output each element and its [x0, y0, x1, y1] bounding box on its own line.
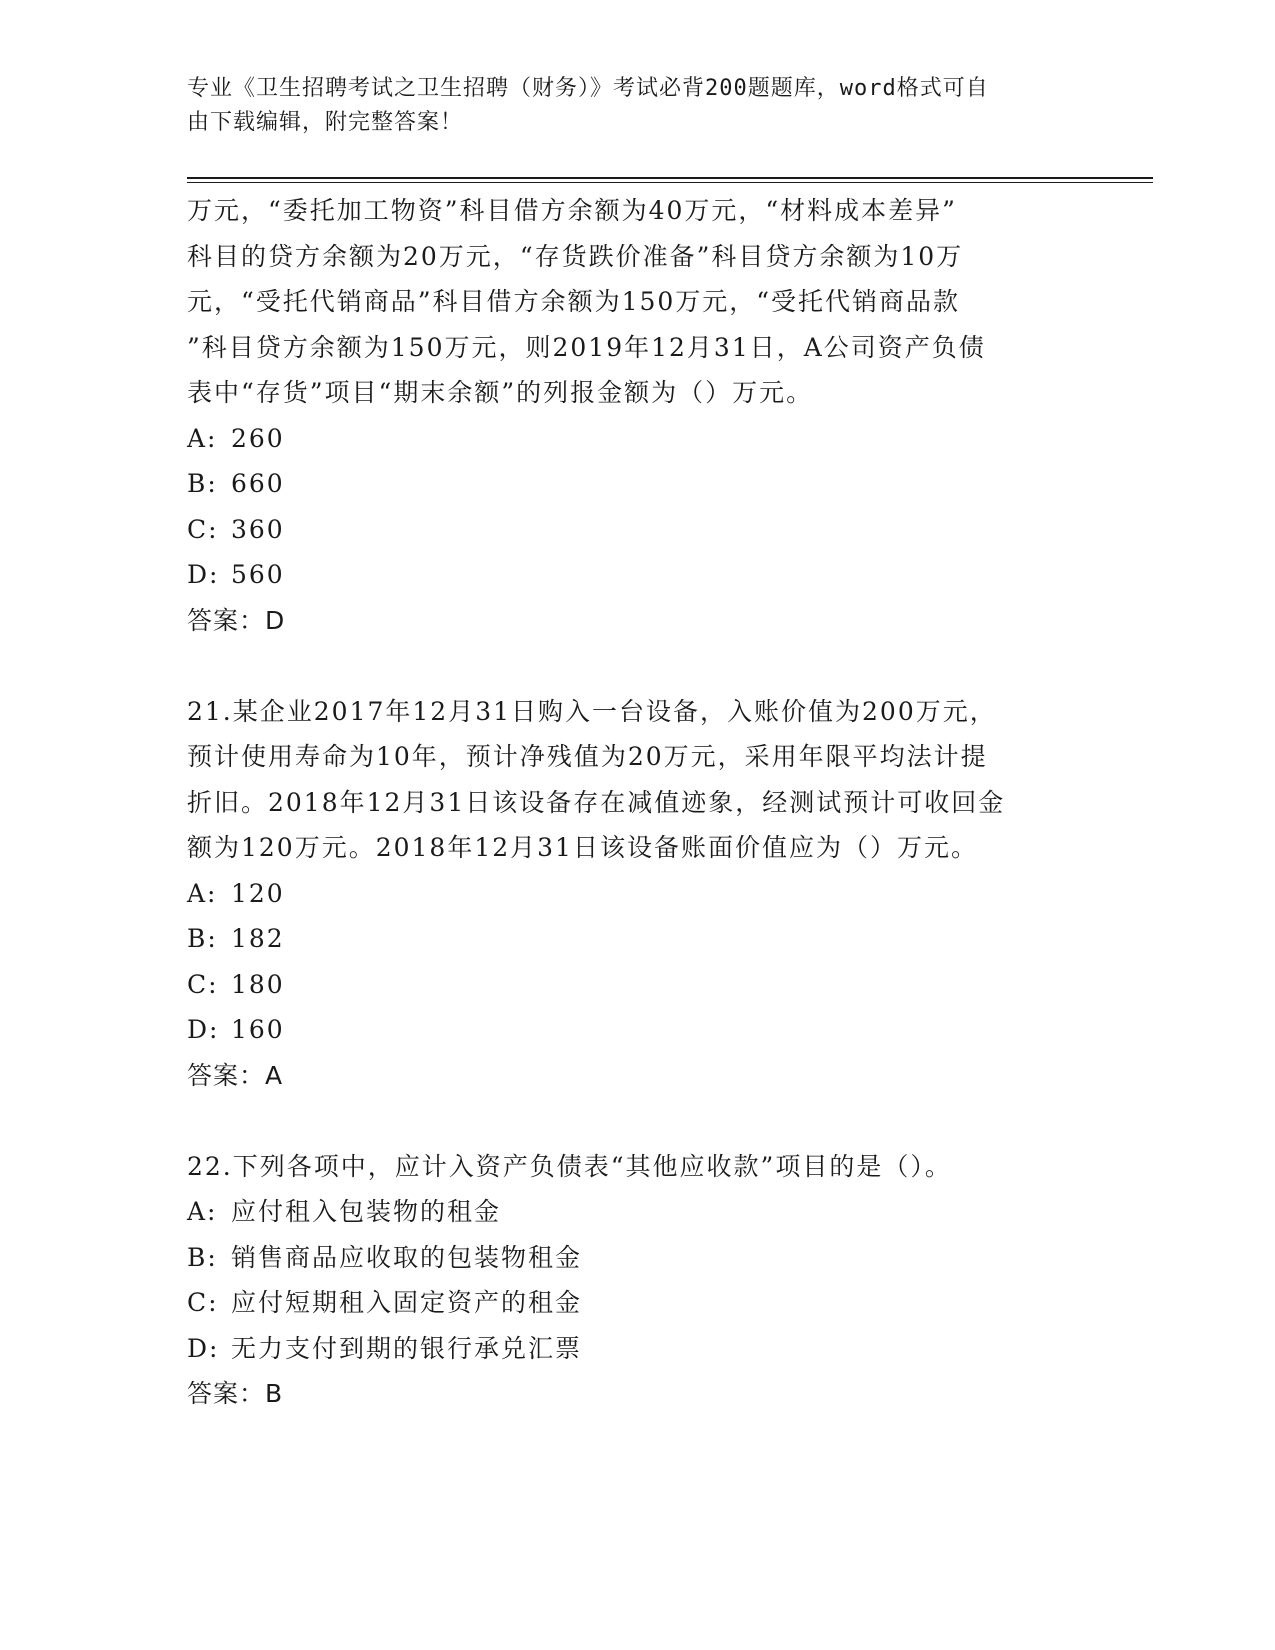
- option-label: C:: [187, 514, 219, 544]
- answer-line: 答案：D: [187, 605, 286, 635]
- option-label: D:: [187, 1333, 220, 1363]
- answer-line: 答案：B: [187, 1379, 284, 1408]
- answer-line: 答案：A: [187, 1060, 284, 1090]
- option-a: [187, 416, 1087, 462]
- question-text-line: 折旧。2018年12月31日该设备存在减值迹象，经测试预计可收回金: [187, 787, 1006, 817]
- option-c: [187, 962, 1087, 1008]
- option-text: 180: [231, 969, 285, 999]
- option-text: 182: [231, 924, 285, 953]
- question-text-line: 22.下列各项中，应计入资产负债表“其他应收款”项目的是（）。: [187, 1151, 952, 1181]
- option-b: [187, 1235, 1087, 1281]
- option-text: 260: [231, 423, 285, 453]
- header-line-2: 由下载编辑，附完整答案！: [187, 110, 464, 135]
- question-text-line: 元，“受托代销商品”科目借方余额为150万元，“受托代销商品款: [187, 287, 961, 316]
- question-20-block: [187, 188, 1087, 643]
- option-label: D:: [187, 1015, 220, 1044]
- option-c: [187, 507, 1087, 553]
- document-body: [187, 188, 1087, 1417]
- option-label: A:: [187, 423, 218, 453]
- question-text-line: 21.某企业2017年12月31日购入一台设备，入账价值为200万元，: [187, 696, 997, 726]
- option-b: [187, 916, 1087, 962]
- question-text-line: 万元，“委托加工物资”科目借方余额为40万元，“材料成本差异”: [187, 196, 957, 225]
- option-a: [187, 871, 1087, 917]
- option-a: [187, 1189, 1087, 1235]
- option-text: 160: [231, 1015, 285, 1044]
- option-c: [187, 1280, 1087, 1326]
- header-rule-thick: [187, 177, 1153, 179]
- question-text-line: 额为120万元。2018年12月31日该设备账面价值应为（）万元。: [187, 833, 978, 862]
- question-text-line: 科目的贷方余额为20万元，“存货跌价准备”科目贷方余额为10万: [187, 241, 964, 271]
- option-text: 应付租入包装物的租金: [231, 1197, 502, 1226]
- option-text: 360: [231, 514, 285, 544]
- spacer: [187, 1098, 1087, 1144]
- option-d: [187, 552, 1087, 598]
- option-text: 560: [231, 560, 285, 589]
- option-label: B:: [187, 1242, 218, 1272]
- header-rule-thin: [187, 182, 1153, 183]
- option-label: C:: [187, 969, 219, 999]
- option-label: D:: [187, 560, 220, 589]
- option-text: 120: [231, 878, 285, 908]
- question-text-line: ”科目贷方余额为150万元，则2019年12月31日，A公司资产负债: [187, 332, 986, 362]
- option-label: A:: [187, 1197, 218, 1226]
- option-text: 销售商品应收取的包装物租金: [231, 1242, 583, 1272]
- option-label: B:: [187, 469, 218, 498]
- option-text: 应付短期租入固定资产的租金: [231, 1288, 583, 1317]
- question-text-line: 表中“存货”项目“期末余额”的列报金额为（）万元。: [187, 378, 814, 407]
- question-22-block: [187, 1144, 1087, 1417]
- question-21-block: [187, 689, 1087, 1099]
- option-label: A:: [187, 878, 218, 908]
- question-text-line: 预计使用寿命为10年，预计净残值为20万元，采用年限平均法计提: [187, 742, 988, 771]
- option-d: [187, 1326, 1087, 1372]
- spacer: [187, 643, 1087, 689]
- header-line-1: 专业《卫生招聘考试之卫生招聘（财务）》考试必背200题题库，word格式可自: [187, 76, 989, 101]
- option-label: B:: [187, 924, 218, 953]
- option-d: [187, 1007, 1087, 1053]
- option-text: 660: [231, 469, 285, 498]
- page-header: [187, 72, 1077, 140]
- option-b: [187, 461, 1087, 507]
- option-label: C:: [187, 1288, 219, 1317]
- option-text: 无力支付到期的银行承兑汇票: [231, 1333, 583, 1363]
